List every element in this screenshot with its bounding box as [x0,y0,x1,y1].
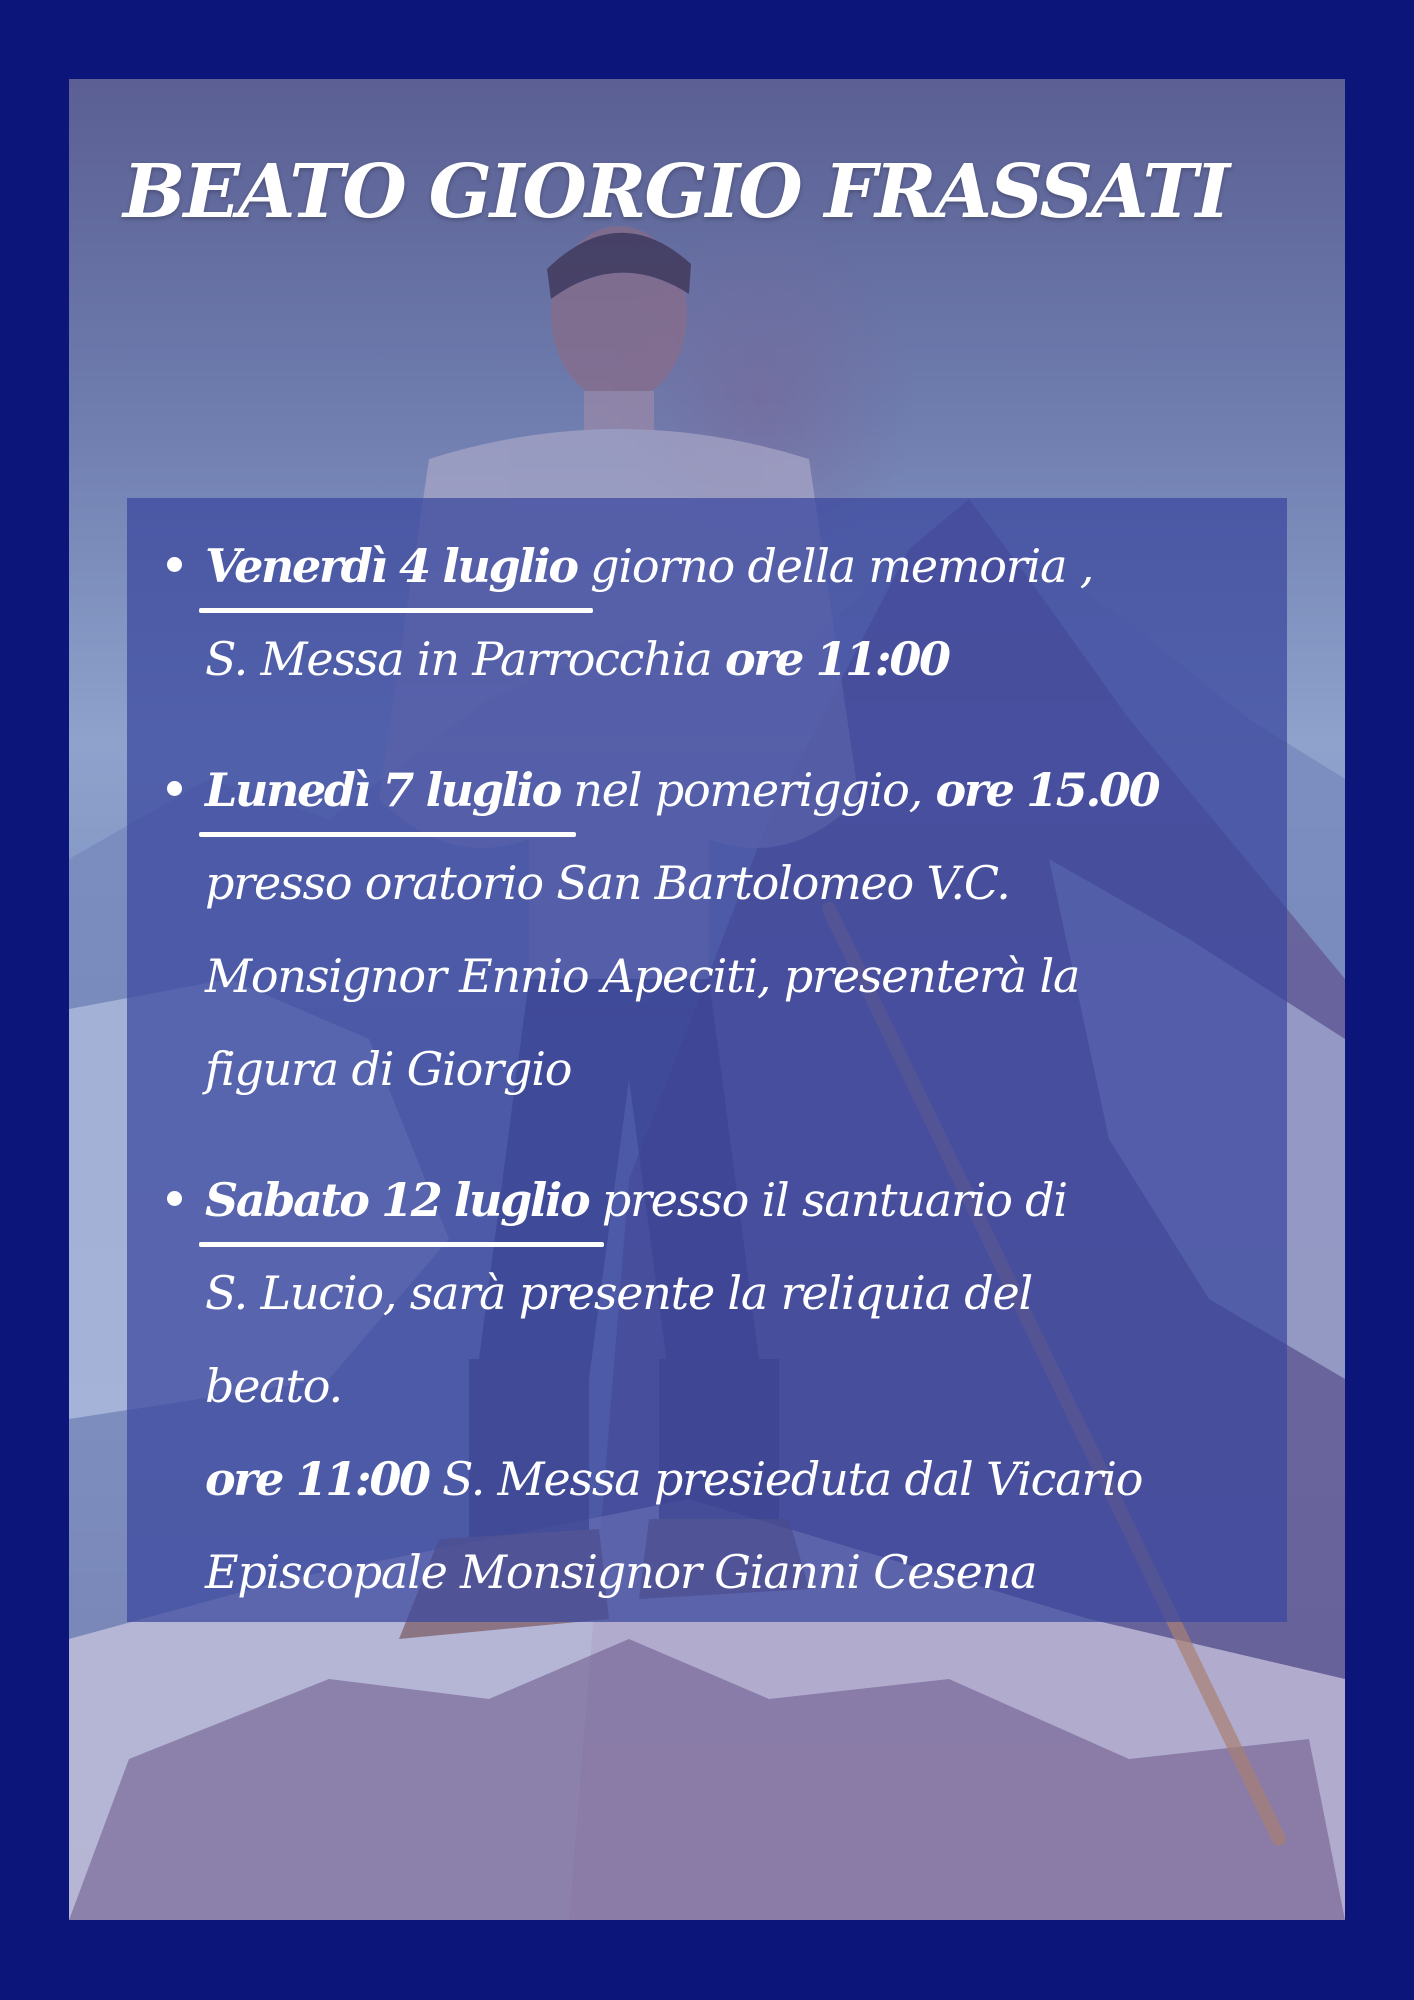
event-text: beato. [205,1359,342,1413]
poster-panel [69,79,1345,1920]
events-box [127,498,1287,1622]
event-text: S. Lucio, sarà presente la reliquia del [205,1266,1033,1320]
event-date-text: Sabato 12 luglio [205,1173,589,1227]
event-text: nel pomeriggio, [559,763,936,817]
event-date-text: Venerdì 4 luglio [205,539,577,593]
bullet-icon [167,781,182,796]
date-underline [199,1242,604,1247]
event-item [167,1154,1267,1619]
event-time: ore 11:00 [205,1452,429,1506]
event-text: Episcopale Monsignor Gianni Cesena [205,1545,1037,1599]
event-text: S. Messa in Parrocchia [205,632,725,686]
event-text: giorno della memoria , [576,539,1094,593]
event-date [205,1173,588,1227]
event-date-text: Lunedì 7 luglio [205,763,560,817]
event-text: figura di Giorgio [205,1042,572,1096]
poster-title: BEATO GIORGIO FRASSATI [123,149,1229,235]
event-text: presso oratorio San Bartolomeo V.C. [205,856,1010,910]
event-item [167,744,1267,1116]
date-underline [199,608,593,613]
event-time: ore 11:00 [724,632,949,686]
bullet-icon [167,557,182,572]
event-item [167,520,1267,706]
event-text: Monsignor Ennio Apeciti, presenterà la [205,949,1080,1003]
event-date [205,763,560,817]
bullet-icon [167,1191,182,1206]
event-time: ore 15.00 [935,763,1159,817]
event-text: S. Messa presieduta dal Vicario [428,1452,1143,1506]
event-text: presso il santuario di [588,1173,1067,1227]
date-underline [199,832,576,837]
event-date [205,539,577,593]
